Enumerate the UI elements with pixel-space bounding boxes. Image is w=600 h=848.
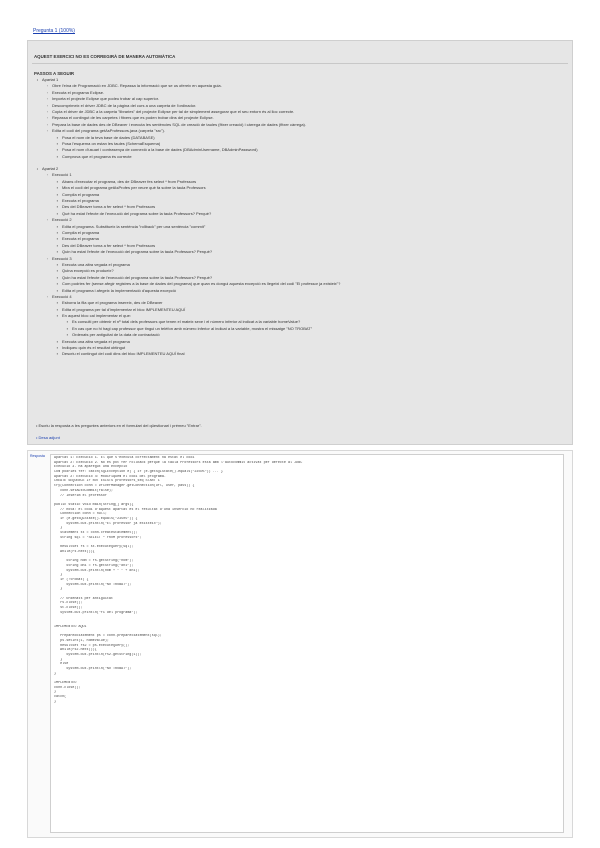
code-line: System.out.println(rs2.getString(1)); — [54, 652, 142, 657]
question-heading: AQUEST EXERCICI NO ES CORREGIRÀ DE MANERA AUTOMÀTICA — [34, 54, 176, 59]
final-instruction: • Escriu la resposta a les preguntes anteriors en el formulari del qüestionari i prémeu "Entrar". — [36, 423, 202, 428]
code-line: st.close(); — [54, 606, 83, 610]
bullet-icon: ▪ — [56, 210, 59, 216]
bullet-icon: ◦ — [46, 115, 49, 121]
bullet-icon: ▪ — [56, 223, 59, 229]
bullet-icon: ▪ — [56, 268, 59, 274]
code-line: IMPLEMENTEU — [54, 681, 77, 685]
code-line: System.out.println("Fi del programa"); — [54, 610, 138, 615]
code-line: Statement st = conn.createStatement(); — [54, 531, 138, 535]
bullet-icon: ▪ — [56, 249, 59, 255]
bullet-icon: ◦ — [46, 108, 49, 114]
code-line: public static void main(String[] args){ — [54, 502, 134, 507]
list-item-text: Executa el programa Eclipse. — [52, 89, 105, 95]
code-line: if (!trobat) { — [54, 577, 89, 582]
list-item — [34, 351, 569, 357]
attach-link[interactable]: • Desa adjunt — [36, 435, 60, 440]
bullet-icon: ▪ — [56, 204, 59, 210]
code-line: Execució 3. Ha aparegut una excepció — [54, 465, 128, 470]
list-item-text: Edita el programa i afegeix la implementació d'aquesta excepció — [62, 287, 176, 293]
code-line: Apartat 2: Execució 2. No es pot fer rollback perquè la taula Professors està amb l'autocommit activat per defecte al JDBC — [54, 460, 303, 465]
bullet-icon: ◦ — [46, 293, 49, 299]
bullet-icon: ◦ — [46, 83, 49, 89]
list-item-text: Es consulti per obtenir el nº total dels professors que tenen el mateix sexe i el número inferior al indicat a la variable homeValue? — [72, 319, 301, 325]
list-item-text: Des del DBeaver torna a fer select * from Professors — [62, 242, 156, 248]
code-line: catch( — [54, 695, 67, 700]
bullet-icon: ▪ — [56, 287, 59, 293]
code-line: // Ordenats per antiguitat — [54, 596, 114, 601]
list-item-text: Execució 2 — [52, 217, 72, 223]
bullet-icon: ▪ — [56, 274, 59, 280]
bullet-icon: ◦ — [46, 96, 49, 102]
list-item-text: Edita el programa per tal d'implementar el bloc IMPLEMENTEU AQUÍ — [62, 306, 186, 312]
bullet-icon: ▪ — [56, 261, 59, 267]
bullet-icon: ▪ — [56, 185, 59, 191]
bullet-icon: ▪ — [56, 236, 59, 242]
bullet-icon: ▪ — [56, 178, 59, 184]
code-line: else — [54, 662, 69, 667]
code-line: if (e.getSQLState().equals("23505")) { — [54, 516, 138, 521]
list-item-text: Posa el nom de la teva base de dades (DATABASE) — [62, 134, 155, 140]
code-line: rs.close(); — [54, 601, 83, 606]
bullet-icon: ▪ — [56, 345, 59, 351]
code-line: IMPLEMENTEU AQUÍ — [54, 624, 87, 629]
list-item-text: Descriu el contingut del codi dins del bloc IMPLEMENTEU AQUÍ final — [62, 351, 185, 357]
code-line: } — [54, 587, 63, 592]
code-line: } — [54, 657, 63, 662]
list-item-text: Què ha estat l'efecte de l'execució del programa sobre la taula Professors? Perquè? — [62, 210, 212, 216]
list-item-text: Mira el codi del programa getAsProfes per veure què fa sobre la taula Professors — [62, 185, 206, 191]
bullet-icon: ▪ — [56, 306, 59, 312]
question-box — [27, 40, 573, 445]
code-line: } — [54, 690, 57, 695]
bullet-icon: ▪ — [56, 242, 59, 248]
list-item-text: Comprova que el programa és correcte — [62, 153, 132, 159]
code-line: Connection conn = null; — [54, 512, 107, 517]
list-item-text: Indiqueu quin és el resultat obtingut — [62, 345, 126, 351]
answer-textarea[interactable] — [50, 454, 564, 833]
list-item-text: Obre l'eina de Programació en JDBC. Repassa la informació que se us ofereix en aquesta guia. — [52, 83, 222, 89]
bullet-icon: ▪ — [56, 300, 59, 306]
code-line: } — [54, 699, 57, 704]
list-item-text: Copia el driver de JDBC a la carpeta "libraries" del projecte Eclipse per tal de simplement assegurar que el seu entorn és al lloc correcte. — [52, 108, 295, 114]
bullet-icon: ▪ — [56, 153, 59, 159]
steps-list — [34, 77, 569, 358]
code-line: } — [54, 671, 57, 676]
list-item-text: Compila el programa — [62, 229, 100, 235]
bullet-icon: ▪ — [56, 140, 59, 146]
bullet-icon: ◦ — [46, 121, 49, 127]
steps-title: PASSOS A SEGUIR — [34, 71, 75, 76]
code-line: System.out.println("El professor ja existeix"); — [54, 521, 162, 526]
bullet-icon: ◦ — [46, 102, 49, 108]
bullet-icon: ▪ — [56, 313, 59, 319]
bullet-icon: ▪ — [56, 191, 59, 197]
list-item-text: Edita el codi del programa getAsProfessors.java (carpeta "src"). — [52, 128, 165, 134]
bullet-icon: ▪ — [66, 332, 69, 338]
bullet-icon: ◦ — [46, 89, 49, 95]
code-line: ResultSet rs = st.executeQuery(sql); — [54, 545, 134, 550]
code-line: String dni = rs.getString("dni"); — [54, 563, 134, 568]
code-line: System.out.println("NO TROBAT"); — [54, 666, 132, 671]
code-line: conn.close(); — [54, 685, 81, 690]
list-item-text: Apartat 1 — [42, 77, 59, 82]
list-item-text: Prepara la base de dades des de DBeaver i executa les sentències SQL de creació de taules (fitxer creació) i càrrega de dades (fitxer càrrega). — [52, 121, 306, 127]
code-line: Apartat 2: Execució 4: Modifiquem el codi del programa. — [54, 474, 166, 479]
code-line: System.out.println(nom + " " + dni); — [54, 568, 140, 573]
list-item-text: Executa el programa — [62, 198, 99, 204]
code-line: // Inserim el professor — [54, 493, 107, 498]
code-line: try(Connection conn = DriverManager.getConnection(url, user, pass)) { — [54, 484, 195, 489]
code-line: PreparedStatement ps = conn.prepareStatement(sql); — [54, 634, 162, 639]
bullet-icon: ▪ — [56, 338, 59, 344]
list-item-text: Des del DBeaver torna a fer select * from Professors — [62, 204, 156, 210]
code-line: } — [54, 526, 63, 531]
bullet-icon: • — [36, 166, 39, 172]
list-item-text: Execució 4 — [52, 293, 72, 299]
list-item-text: Quina excepció es produeix? — [62, 268, 114, 274]
list-item-text: Posa el nom d'usuari i contrasenya de connexió a la base de dades (DBAdminUsername, DBAdminPassword) — [62, 147, 258, 153]
list-item-text: Esborra la fila que el programa insereix, des de DBeaver — [62, 300, 163, 306]
code-line: } — [54, 573, 63, 578]
list-item-text: Executa una altra vegada el programa — [62, 261, 130, 267]
code-line: while(rs.next()){ — [54, 549, 95, 554]
answer-label: Resposta — [30, 454, 45, 458]
list-item-text: Executa una altra vegada el programa — [62, 338, 130, 344]
list-item-text: En aquest bloc cal implementar el que: — [62, 313, 131, 319]
code-line: while(rs2.next()){ — [54, 648, 97, 653]
list-item-text: Posa l'esquema on estan les taules (SchemaEsquema) — [62, 140, 161, 146]
code-line: System.out.println("NO TROBAT"); — [54, 582, 132, 587]
list-item-text: Descomprimeix el driver JDBC de la pàgina del curs a una carpeta de l'ordinador. — [52, 102, 197, 108]
divider — [32, 63, 568, 64]
code-line: String sql = "SELECT * FROM professors"; — [54, 535, 142, 540]
list-item-text: Ordenats per antiguitat de la data de contractació — [72, 332, 160, 338]
bullet-icon: ◦ — [46, 217, 49, 223]
bullet-icon: ▪ — [66, 319, 69, 325]
code-line: Apartat 1: Execució 1. El que s'executa correctament ha estat el codi — [54, 456, 195, 460]
bullet-icon: ▪ — [56, 134, 59, 140]
bullet-icon: ◦ — [46, 172, 49, 178]
list-item-text: Execució 1 — [52, 172, 72, 178]
list-item-text: Apartat 2 — [42, 166, 59, 172]
list-item-text: Quin ha estat l'efecte de l'execució del programa sobre la taula Professors? Perquè? — [62, 274, 213, 280]
bullet-icon: ▪ — [56, 281, 59, 287]
list-item — [34, 154, 569, 160]
bullet-icon: ▪ — [56, 147, 59, 153]
code-line: String nom = rs.getString("nom"); — [54, 559, 134, 564]
bullet-icon: ▪ — [66, 325, 69, 331]
list-item-text: Repassa el contingut de les carpetes i fitxers que es poden trobar dins del projecte Eclipse. — [52, 115, 214, 121]
list-item-text: Importa el projecte Eclipse que podeu trobar al cap superior. — [52, 96, 159, 102]
code-line: // nota: el codi d'aquest apartat és el resultat d'una inserció no realitzada — [54, 507, 217, 512]
answer-box — [27, 450, 573, 838]
code-line: conn.setAutoCommit(false); — [54, 488, 114, 493]
bullet-icon: • — [36, 77, 39, 82]
bullet-icon: ▪ — [56, 351, 59, 357]
code-line: Com podries fer: catch(SQLException e) { if (e.getSQLState().equals("23505")) ... } — [54, 470, 223, 475]
question-title[interactable]: Pregunta 1 (100%) — [33, 28, 75, 34]
code-line: ps.setInt(1, homeValue); — [54, 638, 109, 643]
bullet-icon: ▪ — [56, 229, 59, 235]
list-item-text: Edita el programa. Substitueix la sentència "rollback" per una sentència "commit" — [62, 223, 206, 229]
list-item-text: Compila el programa — [62, 191, 100, 197]
code-line: ResultSet rs2 = ps.executeQuery(); — [54, 643, 130, 648]
list-item-text: Com podries fer (sense afegir registres a la base de dades del programa) que quan es dongui aquesta excepció es llegeixi del codi "El professor ja existeix"? — [62, 281, 341, 287]
bullet-icon: ▪ — [56, 198, 59, 204]
list-item-text: Abans d'executar el programa, des de DBeaver fes select * from Professors — [62, 178, 197, 184]
list-item-text: Executa el programa — [62, 236, 99, 242]
list-item-text: En cas que no hi hagi cap professor que tingui un telèfon amb número inferior al indicat a la variable, mostra el missatge "NO TROBAT" — [72, 325, 313, 331]
code-line: CREATE SEQUENCE IF NOT EXISTS professors_seq START 1 — [54, 479, 160, 484]
list-item-text: Quin ha estat l'efecte de l'execució del programa sobre la taula Professors? Perquè? — [62, 249, 213, 255]
bullet-icon: ◦ — [46, 128, 49, 134]
list-item-text: Execució 3 — [52, 255, 72, 261]
bullet-icon: ◦ — [46, 255, 49, 261]
